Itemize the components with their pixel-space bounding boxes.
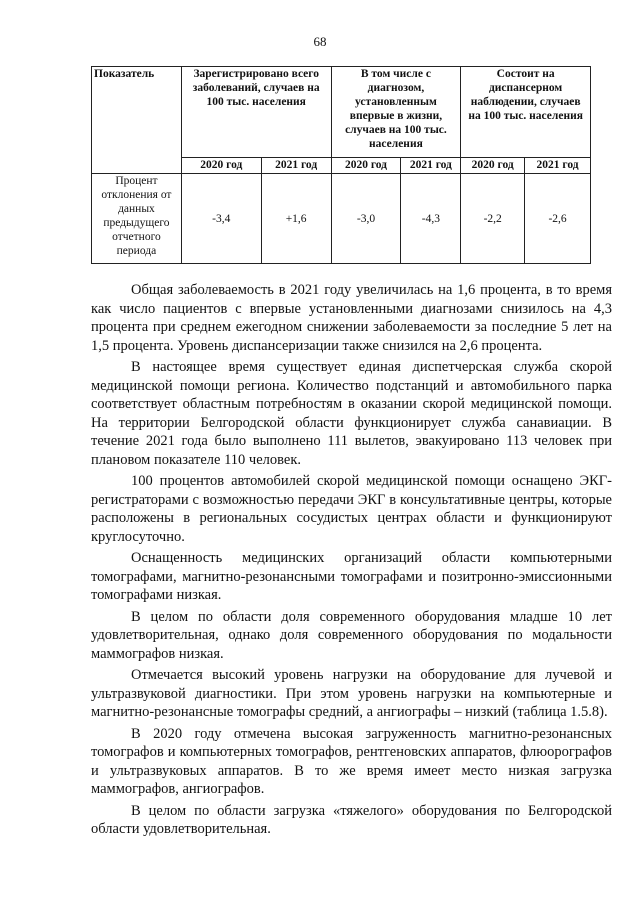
page-number: 68 <box>313 34 327 49</box>
paragraph-tomography: Оснащенность медицинских организаций области компьютерными томографами, магнитно-резонансными томографами и позитронно-эмиссионными томографами низкая. <box>91 550 612 603</box>
table-header-row <box>92 67 591 158</box>
paragraph-2020-load: В 2020 году отмечена высокая загруженность магнитно-резонансных томографов и компьютерных томографов, рентгеновских аппаратов, флюорографов и ультразвуковых аппаратов. В то же время имеет место низкая загрузка маммографов, ангиографов. <box>91 725 612 797</box>
paragraph-ecg-equipment: 100 процентов автомобилей скорой медицинской помощи оснащено ЭКГ-регистраторами с возможностью передачи ЭКГ в консультативные центры, которые расположены в региональных сосудистых центрах области и функционируют круглосуточно. <box>91 473 612 545</box>
header-indicator: Показатель <box>92 67 182 174</box>
header-year: 2020 год <box>181 157 261 173</box>
header-group-dispensary: Состоит на диспансерном наблюдении, случаев на 100 тыс. населения <box>461 67 591 158</box>
header-group-registered: Зарегистрировано всего заболеваний, случаев на 100 тыс. населения <box>181 67 331 158</box>
header-year: 2020 год <box>331 157 401 173</box>
header-year: 2021 год <box>401 157 461 173</box>
table-cell: +1,6 <box>261 174 331 264</box>
paragraph-modern-equipment: В целом по области доля современного оборудования младше 10 лет удовлетворительная, однако доля современного оборудования по модальности маммографов низкая. <box>91 608 612 662</box>
header-group-first-diagnosed: В том числе с диагнозом, установленным впервые в жизни, случаев на 100 тыс. населения <box>331 67 461 158</box>
table-cell: -3,0 <box>331 174 401 264</box>
header-year: 2021 год <box>525 157 591 173</box>
row-label: Процент отклонения от данных предыдущего отчетного периода <box>92 174 182 264</box>
table-row <box>92 174 591 264</box>
header-year: 2021 год <box>261 157 331 173</box>
header-year: 2020 год <box>461 157 525 173</box>
statistics-table <box>91 66 591 264</box>
paragraph-dispatch-service: В настоящее время существует единая диспетчерская служба скорой медицинской помощи региона. Количество подстанций и автомобильного парка соответствует областным потребностям в оказании скорой медицинской помощи. На территории Белгородской области функционирует служба санавиации. В течение 2021 года было выполнено 111 вылетов, эвакуировано 113 человек при плановом показателе 110 человек. <box>91 359 612 468</box>
paragraph-morbidity: Общая заболеваемость в 2021 году увеличилась на 1,6 процента, в то время как число пациентов с впервые установленными диагнозами снизилось на 4,3 процента при среднем ежегодном снижении заболеваемости за последние 5 лет на 1,5 процента. Уровень диспансеризации также снизился на 2,6 процента. <box>91 282 612 354</box>
table-cell: -2,2 <box>461 174 525 264</box>
table-cell: -4,3 <box>401 174 461 264</box>
paragraph-equipment-load: Отмечается высокий уровень нагрузки на оборудование для лучевой и ультразвуковой диагностики. При этом уровень нагрузки на компьютерные и магнитно-резонансные томографы средний, а ангиографы – низкий (таблица 1.5.8). <box>91 667 612 720</box>
table-cell: -3,4 <box>181 174 261 264</box>
table-cell: -2,6 <box>525 174 591 264</box>
paragraph-heavy-equipment: В целом по области загрузка «тяжелого» оборудования по Белгородской области удовлетворительная. <box>91 802 612 837</box>
document-body <box>91 281 612 842</box>
